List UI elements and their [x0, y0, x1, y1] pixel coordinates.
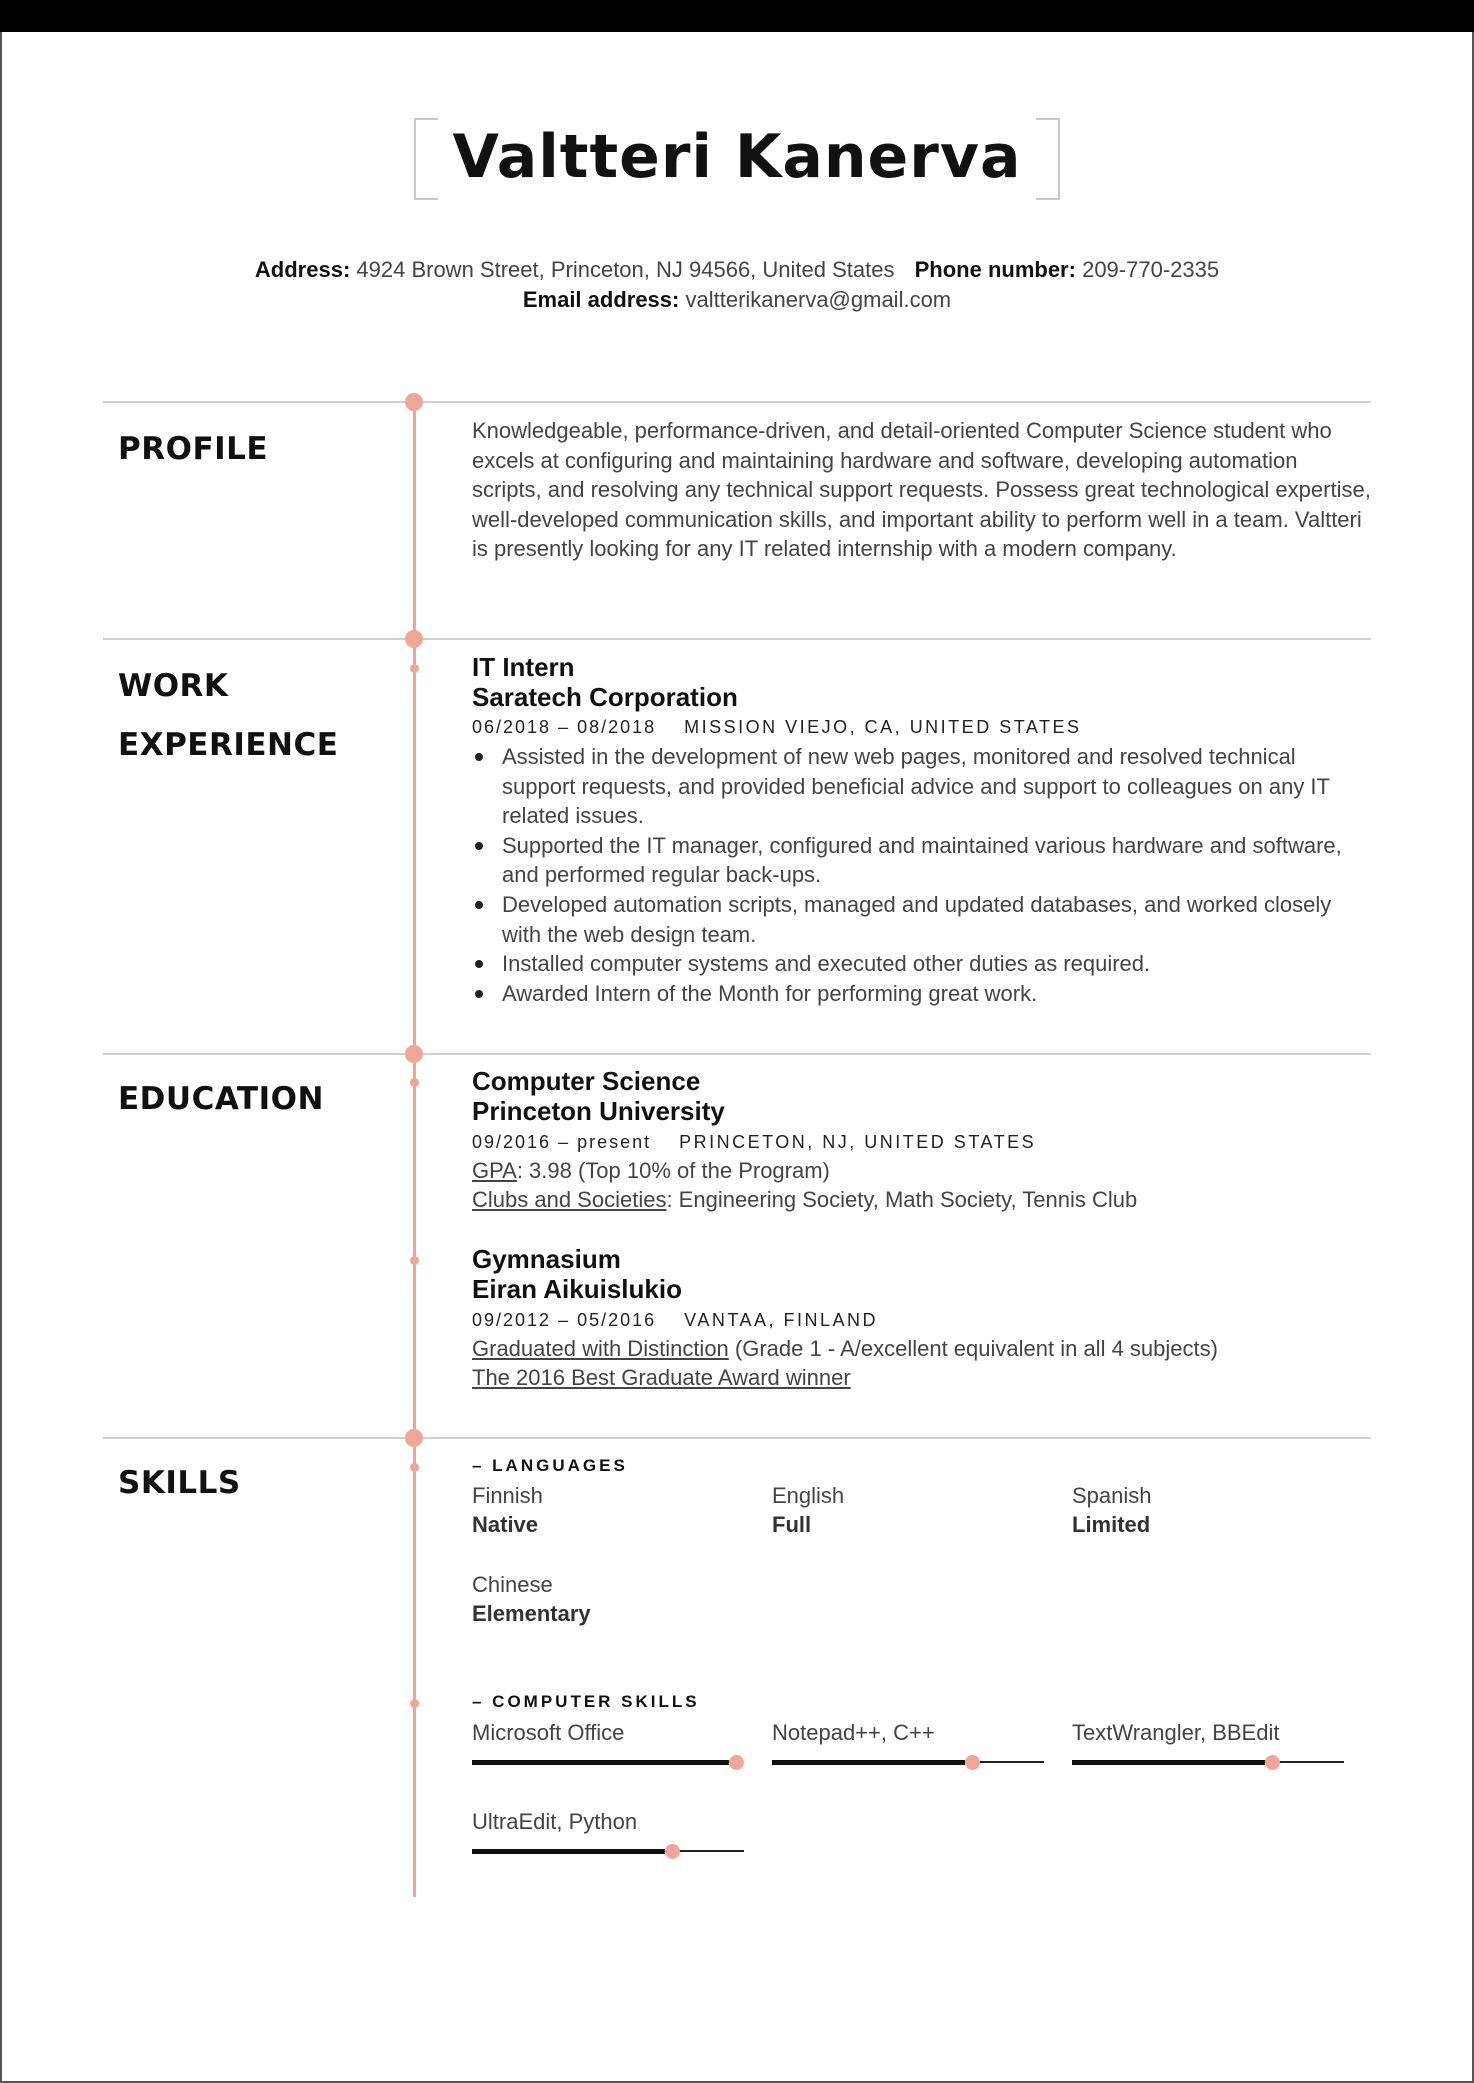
education-detail-text: (Grade 1 - A/excellent equivalent in all 4 subjects) — [728, 1336, 1218, 1361]
education-meta — [472, 1131, 1036, 1153]
timeline-dot — [405, 630, 423, 648]
email-value[interactable]: valtterikanerva@gmail.com — [685, 287, 952, 312]
skill-level-knob — [1265, 1755, 1280, 1770]
section-title-education: EDUCATION — [118, 1081, 324, 1117]
section-title-work-line2: EXPERIENCE — [118, 727, 339, 763]
company-name: Saratech Corporation — [472, 682, 738, 712]
education-link[interactable]: GPA — [472, 1158, 517, 1183]
section-title-work-line1: WORK — [118, 668, 229, 704]
timeline-dot — [405, 1429, 423, 1447]
phone-label: Phone number: — [914, 257, 1076, 282]
language-item — [772, 1481, 844, 1539]
school-name: Eiran Aikuislukio — [472, 1274, 682, 1304]
education-link[interactable]: The 2016 Best Graduate Award winner — [472, 1365, 851, 1390]
skill-level-knob — [665, 1844, 680, 1859]
timeline-dot-small — [410, 664, 419, 673]
education-dates: 09/2012 – 05/2016 — [472, 1310, 657, 1330]
education-detail — [472, 1185, 1137, 1214]
profile-summary: Knowledgeable, performance-driven, and detail-oriented Computer Science student who excels at configuring and maintaining hardware and software, developing automation scripts, and resolving any technical support requests. Possess great technological expertise, well-developed communication skills, and important ability to perform well in a team. Valtteri is presently looking for any IT related internship with a modern company. — [472, 418, 1371, 562]
computer-skills-heading: – COMPUTER SKILLS — [472, 1692, 700, 1711]
job-meta — [472, 716, 1082, 738]
timeline-dot — [405, 1045, 423, 1063]
education-location: PRINCETON, NJ, UNITED STATES — [679, 1132, 1037, 1152]
page-border-left — [0, 32, 2, 2083]
education-location: VANTAA, FINLAND — [684, 1310, 879, 1330]
language-level: Elementary — [472, 1601, 591, 1626]
job-title: IT Intern — [472, 652, 575, 682]
timeline-line — [413, 402, 416, 1897]
address-label: Address: — [254, 257, 351, 282]
section-title-profile: PROFILE — [118, 431, 269, 467]
education-link[interactable]: Graduated with Distinction — [472, 1336, 729, 1361]
language-item — [472, 1570, 591, 1628]
degree-title: Gymnasium — [472, 1244, 621, 1274]
skill-level-bar — [472, 1755, 744, 1769]
timeline-dot-small — [410, 1256, 419, 1265]
education-detail — [472, 1156, 830, 1185]
skill-level-knob — [965, 1755, 980, 1770]
section-divider — [103, 401, 1371, 403]
languages-heading: – LANGUAGES — [472, 1456, 628, 1475]
computer-skill-name: Notepad++, C++ — [772, 1720, 935, 1745]
section-divider — [103, 638, 1371, 640]
language-name: Chinese — [472, 1572, 553, 1597]
skill-level-bar — [1072, 1755, 1344, 1769]
education-detail — [472, 1363, 851, 1392]
timeline-dot — [405, 393, 423, 411]
language-name: Finnish — [472, 1483, 543, 1508]
education-meta — [472, 1309, 878, 1331]
job-location: MISSION VIEJO, CA, UNITED STATES — [684, 717, 1082, 737]
contact-line-1 — [0, 257, 1474, 283]
skill-level-bar — [472, 1844, 744, 1858]
computer-skill — [1072, 1718, 1344, 1769]
school-name: Princeton University — [472, 1096, 725, 1126]
section-divider — [103, 1053, 1371, 1055]
computer-skill-name: UltraEdit, Python — [472, 1809, 638, 1834]
timeline-dot-small — [410, 1078, 419, 1087]
job-duties — [472, 742, 1372, 1008]
list-item: Awarded Intern of the Month for performing great work. — [472, 979, 1372, 1009]
computer-skill — [472, 1718, 744, 1769]
name-header — [414, 118, 1060, 196]
education-dates: 09/2016 – present — [472, 1132, 652, 1152]
list-item: Assisted in the development of new web pages, monitored and resolved technical support requests, and provided beneficial advice and support to colleagues on any IT related issues. — [472, 742, 1372, 831]
language-level: Limited — [1072, 1512, 1151, 1537]
candidate-name: Valtteri Kanerva — [452, 122, 1022, 192]
education-detail — [472, 1334, 1218, 1363]
skill-level-knob — [729, 1755, 744, 1770]
list-item: Supported the IT manager, configured and maintained various hardware and software, and performed regular back-ups. — [472, 831, 1372, 890]
language-item — [472, 1481, 543, 1539]
language-level: Full — [772, 1512, 812, 1537]
top-bar — [0, 0, 1474, 32]
list-item: Installed computer systems and executed other duties as required. — [472, 949, 1372, 979]
skill-level-bar — [772, 1755, 1044, 1769]
computer-skill — [472, 1807, 744, 1858]
education-detail-text: : 3.98 (Top 10% of the Program) — [516, 1158, 830, 1183]
education-detail-text: : Engineering Society, Math Society, Tennis Club — [666, 1187, 1138, 1212]
education-link[interactable]: Clubs and Societies — [472, 1187, 667, 1212]
contact-line-2 — [0, 287, 1474, 313]
section-title-skills: SKILLS — [118, 1465, 241, 1501]
address-value: 4924 Brown Street, Princeton, NJ 94566, United States — [356, 257, 895, 282]
section-title-work — [118, 657, 338, 775]
email-label: Email address: — [522, 287, 680, 312]
language-name: English — [772, 1483, 845, 1508]
list-item: Developed automation scripts, managed and updated databases, and worked closely with the web design team. — [472, 890, 1372, 949]
section-divider — [103, 1437, 1371, 1439]
computer-skill — [772, 1718, 1044, 1769]
timeline-dot-small — [410, 1463, 419, 1472]
phone-value: 209-770-2335 — [1082, 257, 1220, 282]
job-dates: 06/2018 – 08/2018 — [472, 717, 657, 737]
language-level: Native — [472, 1512, 539, 1537]
language-item — [1072, 1481, 1152, 1539]
language-name: Spanish — [1072, 1483, 1152, 1508]
computer-skill-name: Microsoft Office — [472, 1720, 625, 1745]
computer-skill-name: TextWrangler, BBEdit — [1072, 1720, 1280, 1745]
timeline-dot-small — [410, 1699, 419, 1708]
degree-title: Computer Science — [472, 1066, 701, 1096]
